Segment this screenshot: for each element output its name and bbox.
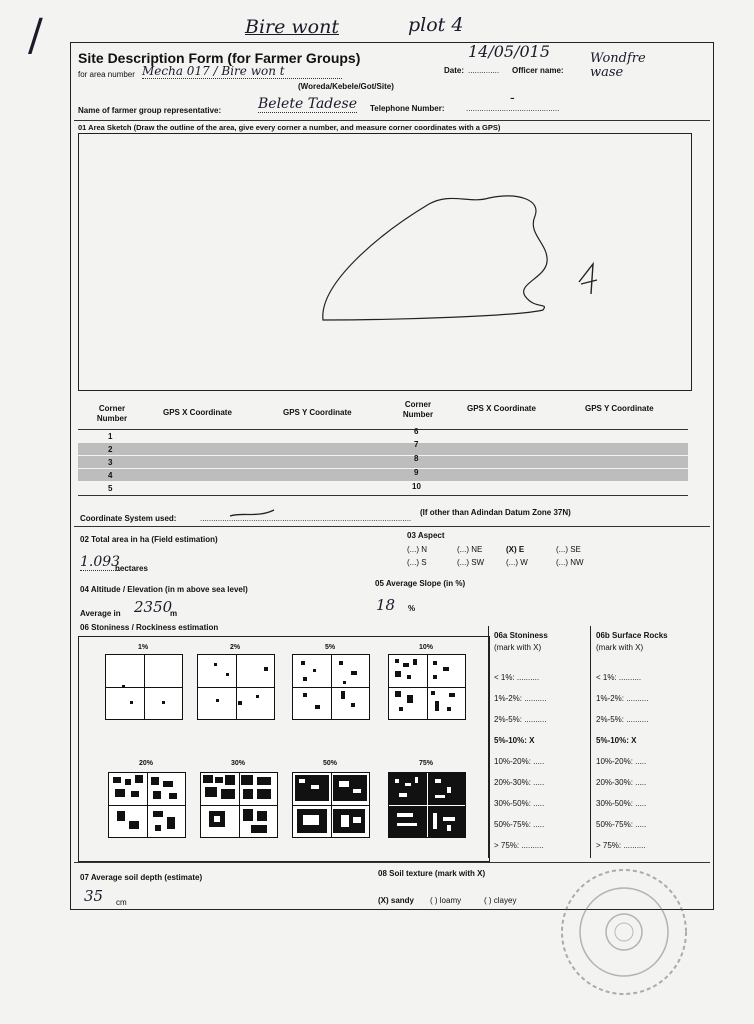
altitude-label: 04 Altitude / Elevation (in m above sea level) <box>80 585 248 594</box>
phone-label: Telephone Number: <box>370 104 445 113</box>
stoniness-percent-label: 10% <box>418 644 433 651</box>
area-number-hint: (Woreda/Kebele/Got/Site) <box>298 82 394 91</box>
gps-row[interactable] <box>78 482 688 494</box>
aspect-option-e[interactable]: (X) E <box>506 545 525 554</box>
surface-rocks-option-selected[interactable]: 5%-10%: X <box>596 736 637 745</box>
aspect-option-nw[interactable]: (...) NW <box>556 558 584 567</box>
stoniness-sample-1pct <box>105 654 183 720</box>
date-dots: .............. <box>468 66 500 75</box>
aspect-option-w[interactable]: (...) W <box>506 558 528 567</box>
stoniness-percent-label: 20% <box>138 760 153 767</box>
soil-depth-label: 07 Average soil depth (estimate) <box>80 873 203 882</box>
aspect-option-n[interactable]: (...) N <box>407 545 427 554</box>
soil-depth-value[interactable]: 35 <box>84 887 104 905</box>
stoniness-option[interactable]: > 75%: .......... <box>494 841 544 850</box>
area-sketch-box[interactable] <box>78 133 692 391</box>
surface-rocks-option[interactable]: 2%-5%: .......... <box>596 715 649 724</box>
altitude-prefix: Average in <box>80 609 121 618</box>
corner-number: 2 <box>108 445 113 454</box>
coord-system-dots[interactable]: ............................................................................................... <box>200 514 412 523</box>
surface-rocks-option[interactable]: 1%-2%: .......... <box>596 694 649 703</box>
corner-number: 1 <box>108 432 113 441</box>
stoniness-sample-75pct <box>388 772 466 838</box>
coord-system-label: Coordinate System used: <box>80 514 177 523</box>
gps-header-y-right: GPS Y Coordinate <box>585 404 654 413</box>
total-area-value[interactable]: 1.093 <box>80 554 121 570</box>
stoniness-percent-label: 1% <box>137 644 149 651</box>
stoniness-col-b-sub: (mark with X) <box>596 643 644 652</box>
surface-rocks-option[interactable]: 50%-75%: ..... <box>596 820 647 829</box>
handwritten-location: Bire wont <box>245 16 339 38</box>
corner-number: 5 <box>108 484 113 493</box>
stoniness-sample-2pct <box>197 654 275 720</box>
date-label: Date: <box>444 66 465 75</box>
corner-number: 4 <box>108 471 113 480</box>
slope-label: 05 Average Slope (in %) <box>375 579 466 588</box>
rep-value[interactable]: Belete Tadese <box>258 96 358 112</box>
stoniness-option[interactable]: 1%-2%: .......... <box>494 694 547 703</box>
slope-unit: % <box>408 604 416 613</box>
total-area-unit: hectares <box>115 564 148 573</box>
aspect-option-se[interactable]: (...) SE <box>556 545 581 554</box>
stoniness-sample-50pct <box>292 772 370 838</box>
stoniness-heading: 06 Stoniness / Rockiness estimation <box>80 623 219 632</box>
soil-texture-clayey[interactable]: ( ) clayey <box>484 896 517 905</box>
aspect-label: 03 Aspect <box>407 531 445 540</box>
stoniness-sample-30pct <box>200 772 278 838</box>
stoniness-sample-5pct <box>292 654 370 720</box>
officer-label: Officer name: <box>512 66 564 75</box>
aspect-option-s[interactable]: (...) S <box>407 558 427 567</box>
gps-row[interactable] <box>78 456 688 468</box>
gps-row[interactable] <box>78 469 688 481</box>
stoniness-option[interactable]: 10%-20%: ..... <box>494 757 545 766</box>
date-value[interactable]: 14/05/015 <box>468 42 551 61</box>
gps-row[interactable] <box>78 430 688 442</box>
handwritten-slash: / <box>28 10 43 61</box>
altitude-unit: m <box>170 609 178 618</box>
phone-dots: .......................................... <box>466 104 560 113</box>
gps-header-y-left: GPS Y Coordinate <box>283 408 352 417</box>
surface-rocks-option[interactable]: < 1%: .......... <box>596 673 642 682</box>
aspect-option-ne[interactable]: (...) NE <box>457 545 483 554</box>
surface-rocks-option[interactable]: 30%-50%: ..... <box>596 799 647 808</box>
corner-number: 10 <box>412 482 421 491</box>
stoniness-column-divider <box>590 626 591 858</box>
stoniness-percent-label: 5% <box>324 644 336 651</box>
soil-texture-sandy[interactable]: (X) sandy <box>378 896 415 905</box>
soil-depth-unit: cm <box>116 898 127 907</box>
officer-value[interactable]: Wondfre wase <box>590 51 646 80</box>
stoniness-sample-20pct <box>108 772 186 838</box>
stoniness-col-b-title: 06b Surface Rocks <box>596 631 668 640</box>
gps-header-corner-left: Corner Number <box>96 404 128 423</box>
phone-value[interactable]: - <box>510 90 515 106</box>
official-stamp-seal <box>548 862 698 1002</box>
surface-rocks-option[interactable]: 20%-30%: ..... <box>596 778 647 787</box>
area-number-label: for area number <box>78 70 135 79</box>
stoniness-percent-label: 50% <box>322 760 337 767</box>
coord-system-dash <box>228 506 278 520</box>
total-area-label: 02 Total area in ha (Field estimation) <box>80 535 218 544</box>
corner-number: 6 <box>414 427 419 436</box>
soil-texture-label: 08 Soil texture (mark with X) <box>378 869 486 878</box>
area-sketch-drawing <box>79 134 691 390</box>
aspect-option-sw[interactable]: (...) SW <box>457 558 485 567</box>
soil-texture-loamy[interactable]: ( ) loamy <box>430 896 462 905</box>
slope-value[interactable]: 18 <box>376 596 396 614</box>
gps-header-x-right: GPS X Coordinate <box>467 404 536 413</box>
stoniness-col-a-sub: (mark with X) <box>494 643 542 652</box>
handwritten-plot: plot 4 <box>408 14 464 36</box>
stoniness-option[interactable]: 2%-5%: .......... <box>494 715 547 724</box>
corner-number: 8 <box>414 454 419 463</box>
corner-number: 7 <box>414 440 419 449</box>
gps-header-corner-right: Corner Number <box>402 400 434 419</box>
altitude-value[interactable]: 2350 <box>134 598 173 616</box>
stoniness-percent-label: 2% <box>229 644 241 651</box>
stoniness-col-a-title: 06a Stoniness <box>494 631 548 640</box>
stoniness-percent-label: 75% <box>418 760 433 767</box>
corner-number: 9 <box>414 468 419 477</box>
area-sketch-heading: 01 Area Sketch (Draw the outline of the area, give every corner a number, and measure corner coordinates with a GPS) <box>78 123 501 132</box>
gps-header-x-left: GPS X Coordinate <box>163 408 232 417</box>
surface-rocks-option[interactable]: > 75%: .......... <box>596 841 646 850</box>
stoniness-option[interactable]: 20%-30%: ..... <box>494 778 545 787</box>
stoniness-option[interactable]: 50%-75%: ..... <box>494 820 545 829</box>
rep-label: Name of farmer group representative: <box>78 106 222 115</box>
surface-rocks-option[interactable]: 10%-20%: ..... <box>596 757 647 766</box>
stoniness-percent-label: 30% <box>230 760 245 767</box>
corner-number: 3 <box>108 458 113 467</box>
stoniness-option[interactable]: < 1%: .......... <box>494 673 540 682</box>
stoniness-option[interactable]: 30%-50%: ..... <box>494 799 545 808</box>
stoniness-option-selected[interactable]: 5%-10%: X <box>494 736 535 745</box>
coord-system-note: (If other than Adindan Datum Zone 37N) <box>420 508 571 517</box>
gps-row[interactable] <box>78 443 688 455</box>
form-title: Site Description Form (for Farmer Groups) <box>78 50 361 66</box>
area-number-value[interactable]: Mecha 017 / Bire won t <box>142 64 342 79</box>
stoniness-sample-10pct <box>388 654 466 720</box>
